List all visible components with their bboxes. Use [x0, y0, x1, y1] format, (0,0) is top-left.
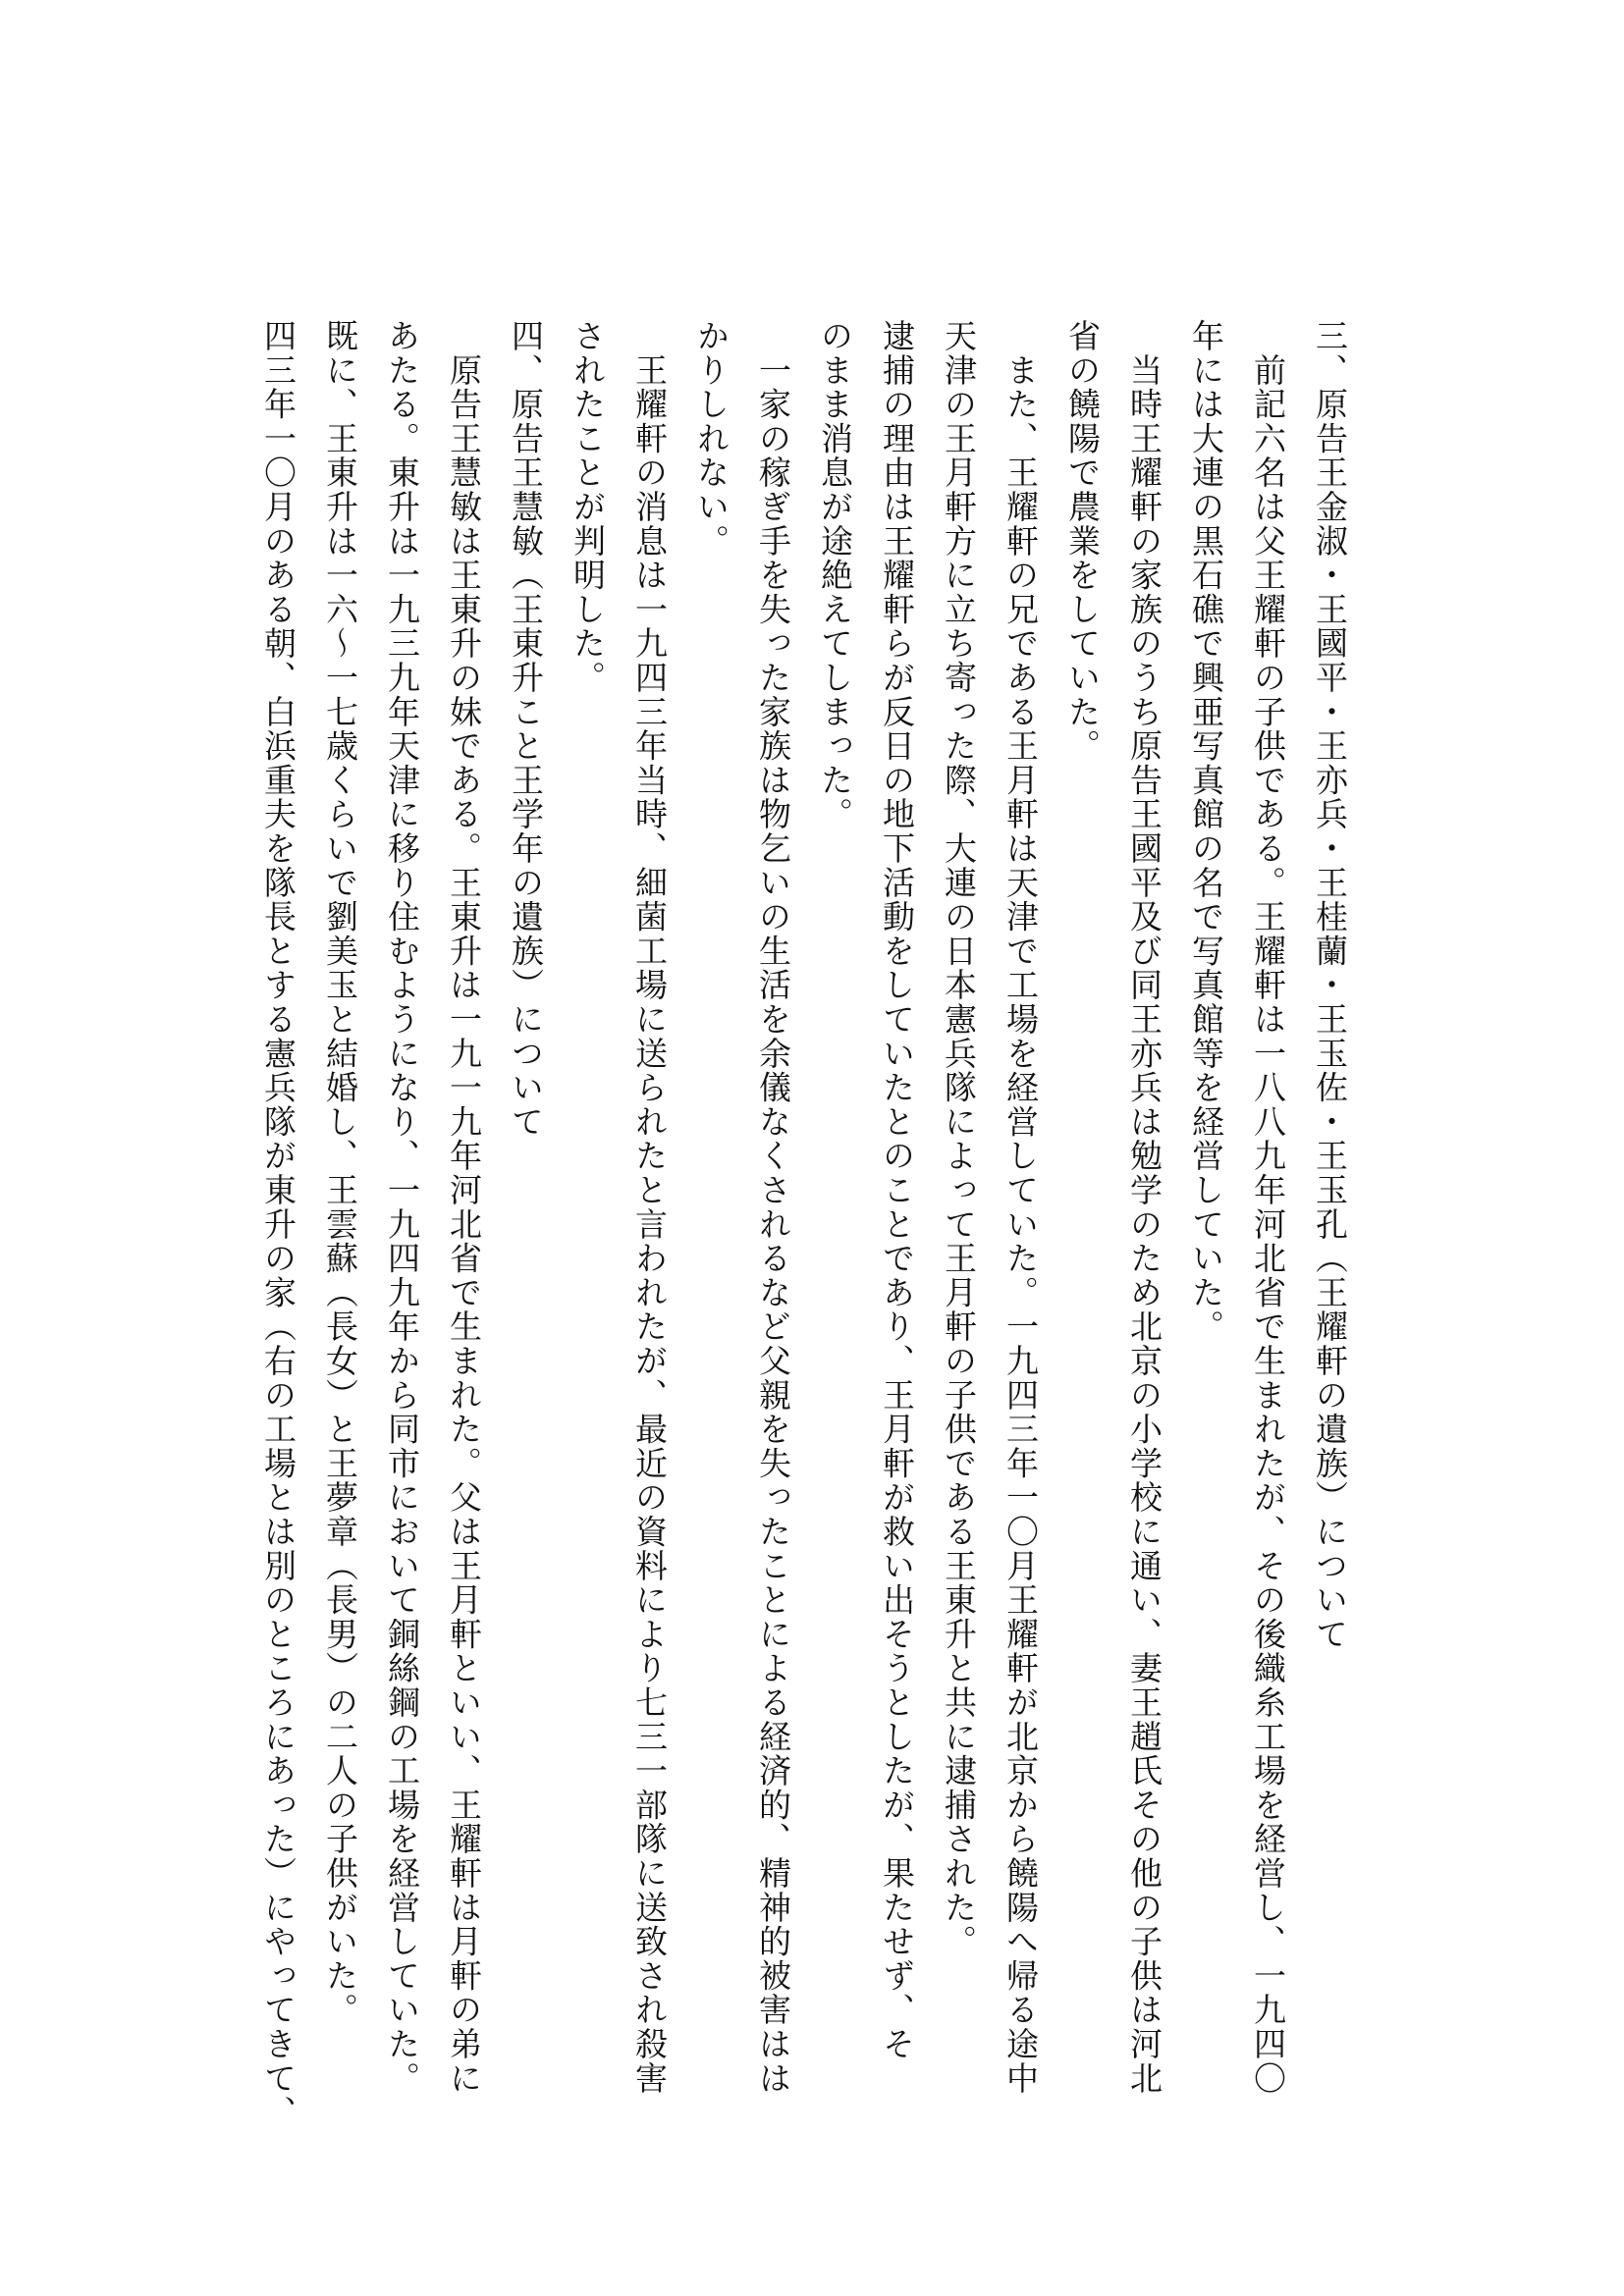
vertical-text-body: [247, 319, 1361, 2130]
text-line: されたことが判明した。: [568, 319, 607, 695]
text-line: 四三年一〇月のある朝、白浜重夫を隊長とする憲兵隊が東升の家（右の工場とは別のところにあった）にやってきて、: [259, 319, 298, 2130]
text-line: 前記六名は父王耀軒の子供である。王耀軒は一八八九年河北省で生まれたが、その後織糸工場を経営し、一九四〇: [1249, 319, 1287, 2096]
text-line: 王耀軒の消息は一九四三年当時、細菌工場に送られたと言われたが、最近の資料により七三一部隊に送致され殺害: [630, 319, 669, 2096]
text-line: 省の饒陽で農業をしていた。: [1063, 319, 1102, 764]
text-line: また、王耀軒の兄である王月軒は天津で工場を経営していた。一九四三年一〇月王耀軒が北京から饒陽へ帰る途中: [1001, 319, 1040, 2096]
text-line: 逮捕の理由は王耀軒らが反日の地下活動をしていたとのことであり、王月軒が救い出そうとしたが、果たせず、そ: [878, 319, 916, 2061]
section-heading-3: 三、原告王金淑・王國平・王亦兵・王桂蘭・王玉佐・王玉孔（王耀軒の遺族）について: [1311, 319, 1349, 1652]
text-line: 原告王慧敏は王東升の妹である。王東升は一九一九年河北省で生まれた。父は王月軒といい、王耀軒は月軒の弟に: [445, 319, 483, 2096]
text-line: 天津の王月軒方に立ち寄った際、大連の日本憲兵隊によって王月軒の子供である王東升と共に逮捕された。: [940, 319, 978, 1959]
text-line: 一家の稼ぎ手を失った家族は物乞いの生活を余儀なくされるなど父親を失ったことによる経済的、精神的被害はは: [754, 319, 792, 2096]
text-line: かりしれない。: [692, 319, 731, 559]
text-line: あたる。東升は一九三九年天津に移り住むようになり、一九四九年から同市において銅絲鋼の工場を経営していた。: [383, 319, 421, 2096]
text-line: 年には大連の黒石礁で興亜写真館の名で写真館等を経営していた。: [1187, 319, 1225, 1344]
text-line: 当時王耀軒の家族のうち原告王國平及び同王亦兵は勉学のため北京の小学校に通い、妻王趙氏その他の子供は河北: [1125, 319, 1164, 2096]
text-line: 既に、王東升は一六～一七歳くらいで劉美玉と結婚し、王雲蘇（長女）と王夢章（長男）の二人の子供がいた。: [321, 319, 359, 2027]
section-heading-4: 四、原告王慧敏（王東升こと王学年の遺族）について: [507, 319, 545, 1140]
text-line: のまま消息が途絶えてしまった。: [816, 319, 854, 831]
